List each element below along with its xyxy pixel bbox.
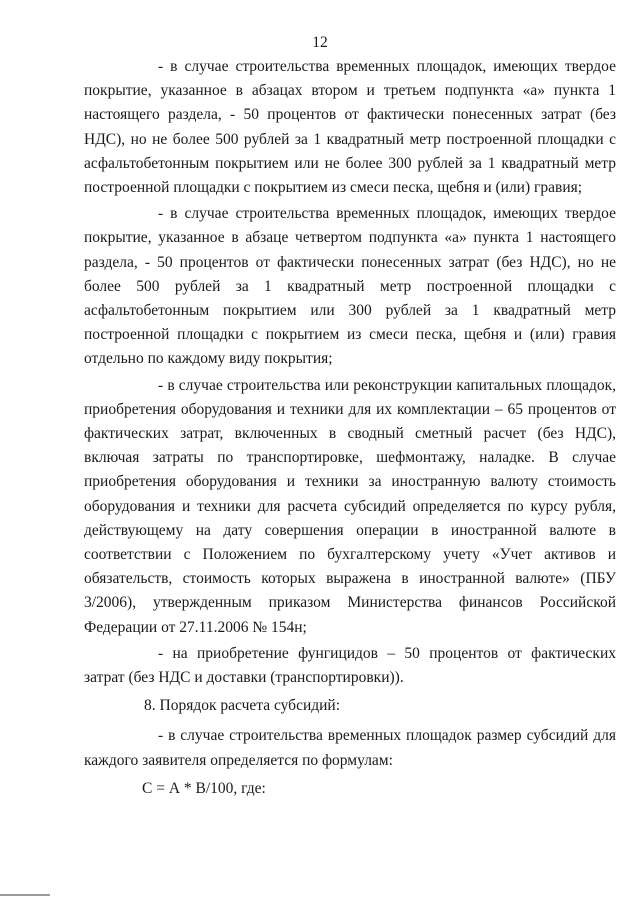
section-heading: 8. Порядок расчета субсидий: [144, 697, 341, 715]
document-body [84, 55, 616, 801]
scan-edge-mark [0, 894, 50, 896]
paragraph-capital-sites: - в случае строительства или реконструкции капитальных площадок, приобретения оборудования и техники для их комплектации – 65 процентов от фактических затрат, включенных в сводный сметный расчет (без НДС), включая затраты по транспортировке, шефмонтажу, наладке. В случае приобретения оборудования и техники за иностранную валюту стоимость оборудования и техники для расчета субсидий определяется по курсу рубля, действующему на дату совершения операции в иностранной валюте в соответствии с Положением по бухгалтерскому учету «Учет активов и обязательств, стоимость которых выражена в иностранной валюте» (ПБУ 3/2006), утвержденным приказом Министерства финансов Российской Федерации от 27.11.2006 № 154н; [84, 376, 616, 636]
paragraph-temporary-sites-abzac-4: - в случае строительства временных площадок, имеющих твердое покрытие, указанное в абзаце четвертом подпункта «а» пункта 1 настоящего раздела, - 50 процентов от фактически понесенных затрат (без НДС), но не более 500 рублей за 1 квадратный метр построенной площадки с асфальтобетонным покрытием или 300 рублей за 1 квадратный метр построенной площадки с покрытием из смеси песка, щебня и (или) гравия отдельно по каждому виду покрытия; [84, 205, 616, 368]
formula: С = А * В/100, где: [142, 779, 266, 797]
paragraph-temporary-sites-abzac-2-3: - в случае строительства временных площадок, имеющих твердое покрытие, указанное в абзацах втором и третьем подпункта «а» пункта 1 настоящего раздела, - 50 процентов от фактически понесенных затрат (без НДС), но не более 500 рублей за 1 квадратный метр построенной площадки с асфальтобетонным покрытием или не более 300 рублей за 1 квадратный метр построенной площадки с покрытием из смеси песка, щебня и (или) гравия; [84, 58, 616, 197]
section-intro: - в случае строительства временных площадок размер субсидий для каждого заявителя определяется по формулам: [84, 727, 616, 769]
page-number: 12 [312, 34, 328, 51]
paragraph-fungicides: - на приобретение фунгицидов – 50 процентов от фактических затрат (без НДС и доставки (транспортировки)). [84, 644, 616, 687]
